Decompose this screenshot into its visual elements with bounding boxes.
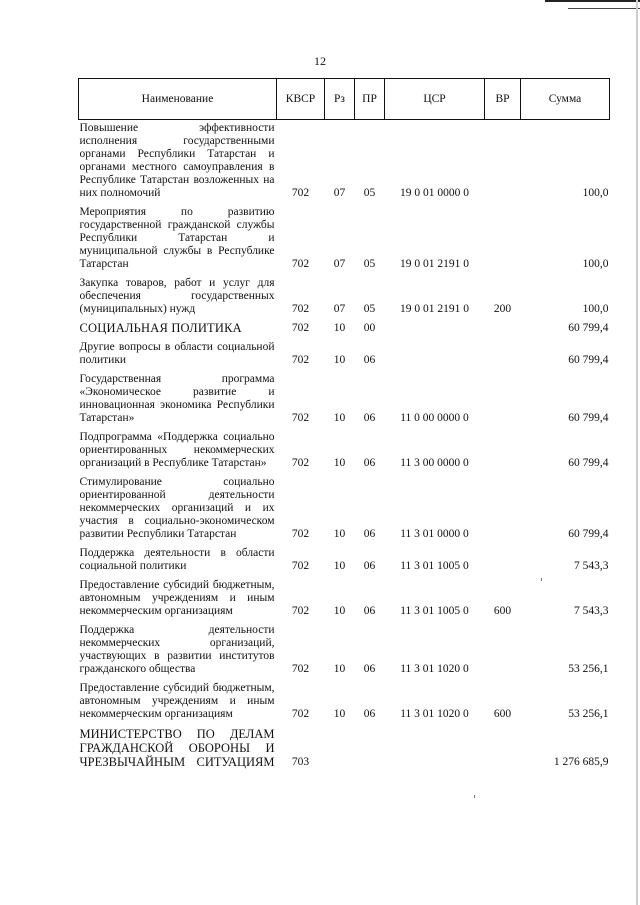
header-name: Наименование xyxy=(79,79,277,120)
cell-pr: 00 xyxy=(363,322,376,334)
cell-kvsr: 702 xyxy=(291,322,310,334)
cell-name: СОЦИАЛЬНАЯ ПОЛИТИКА xyxy=(79,321,242,335)
cell-vr: 600 xyxy=(493,605,512,617)
cell-name: Другие вопросы в области социальной политики xyxy=(79,341,275,366)
cell-sum: 60 799,4 xyxy=(568,354,609,366)
cell-vr: 600 xyxy=(493,708,512,720)
cell-sum: 60 799,4 xyxy=(568,528,609,540)
cell-sum: 100,0 xyxy=(582,303,609,315)
cell-pr: 06 xyxy=(363,528,376,540)
cell-vr xyxy=(485,725,521,773)
cell-kvsr: 703 xyxy=(291,756,310,768)
cell-pr xyxy=(355,725,385,773)
cell-vr xyxy=(485,204,521,275)
cell-name: Мероприятия по развитию государственной гражданской службы Республики Татарстан и муниципальной службы в Республике Татарстан xyxy=(79,206,275,270)
cell-kvsr: 702 xyxy=(291,303,310,315)
cell-rz: 07 xyxy=(333,303,346,315)
scan-speck xyxy=(541,578,542,581)
cell-rz: 10 xyxy=(333,605,346,617)
cell-sum: 100,0 xyxy=(582,187,609,199)
cell-kvsr: 702 xyxy=(291,258,310,270)
cell-pr: 05 xyxy=(363,258,376,270)
cell-sum: 7 543,3 xyxy=(574,560,609,572)
cell-rz: 10 xyxy=(333,708,346,720)
header-csr: ЦСР xyxy=(385,79,485,120)
cell-pr: 05 xyxy=(363,187,376,199)
scan-speck xyxy=(474,795,475,798)
cell-rz: 10 xyxy=(333,322,346,334)
cell-pr: 06 xyxy=(363,412,376,424)
cell-sum: 60 799,4 xyxy=(568,412,609,424)
cell-rz: 07 xyxy=(333,258,346,270)
table-row xyxy=(79,339,610,371)
header-kvsr: КВСР xyxy=(277,79,325,120)
cell-name: Подпрограмма «Поддержка социально ориентированных некоммерческих организаций в Республике Татарстан» xyxy=(79,431,275,469)
cell-sum: 60 799,4 xyxy=(568,457,609,469)
table-row xyxy=(79,680,610,725)
cell-rz xyxy=(325,725,355,773)
cell-name: Поддержка деятельности некоммерческих организаций, участвующих в развитии институтов гражданского общества xyxy=(79,624,275,675)
cell-csr: 19 0 01 2191 0 xyxy=(400,303,469,315)
cell-kvsr: 702 xyxy=(291,457,310,469)
cell-csr xyxy=(385,725,485,773)
cell-sum: 53 256,1 xyxy=(568,708,609,720)
cell-kvsr: 702 xyxy=(291,708,310,720)
budget-table xyxy=(78,78,610,773)
cell-kvsr: 702 xyxy=(291,605,310,617)
table-row xyxy=(79,429,610,474)
cell-rz: 07 xyxy=(333,187,346,199)
cell-csr xyxy=(385,320,485,339)
table-row xyxy=(79,371,610,429)
cell-vr xyxy=(485,545,521,577)
cell-pr: 06 xyxy=(363,708,376,720)
cell-vr xyxy=(485,320,521,339)
cell-rz: 10 xyxy=(333,354,346,366)
table-row xyxy=(79,320,610,339)
cell-sum: 53 256,1 xyxy=(568,663,609,675)
header-pr: ПР xyxy=(355,79,385,120)
cell-name: Государственная программа «Экономическое развитие и инновационная экономика Республики Татарстан» xyxy=(79,373,275,424)
header-vr: ВР xyxy=(485,79,521,120)
cell-vr xyxy=(485,339,521,371)
cell-vr xyxy=(485,474,521,545)
cell-vr xyxy=(485,371,521,429)
cell-kvsr: 702 xyxy=(291,187,310,199)
cell-rz: 10 xyxy=(333,528,346,540)
table-body xyxy=(79,120,610,774)
cell-csr: 11 3 01 0000 0 xyxy=(400,528,469,540)
cell-csr: 19 0 01 0000 0 xyxy=(400,187,469,199)
table-row xyxy=(79,725,610,773)
table-row xyxy=(79,275,610,320)
cell-pr: 06 xyxy=(363,354,376,366)
table-row xyxy=(79,622,610,680)
page-number: 12 xyxy=(314,54,326,68)
cell-name: Предоставление субсидий бюджетным, автономным учреждениям и иным некоммерческим организациям xyxy=(79,579,275,617)
scan-artifact-top-secondary xyxy=(568,8,640,9)
cell-vr: 200 xyxy=(493,303,512,315)
header-sum: Сумма xyxy=(521,79,610,120)
cell-csr: 11 3 00 0000 0 xyxy=(400,457,469,469)
cell-csr xyxy=(385,339,485,371)
table-row xyxy=(79,474,610,545)
cell-rz: 10 xyxy=(333,560,346,572)
cell-pr: 05 xyxy=(363,303,376,315)
cell-name: Поддержка деятельности в области социальной политики xyxy=(79,547,275,572)
cell-csr: 11 3 01 1005 0 xyxy=(400,560,469,572)
cell-name: Предоставление субсидий бюджетным, автономным учреждениям и иным некоммерческим организациям xyxy=(79,682,275,720)
cell-pr: 06 xyxy=(363,560,376,572)
cell-csr: 11 0 00 0000 0 xyxy=(400,412,469,424)
cell-kvsr: 702 xyxy=(291,560,310,572)
table-row xyxy=(79,204,610,275)
cell-sum: 60 799,4 xyxy=(568,322,609,334)
scan-artifact-top xyxy=(545,0,640,2)
table-header-row xyxy=(79,79,610,120)
cell-kvsr: 702 xyxy=(291,663,310,675)
cell-kvsr: 702 xyxy=(291,412,310,424)
cell-vr xyxy=(485,429,521,474)
cell-sum: 1 276 685,9 xyxy=(553,756,609,768)
cell-csr: 11 3 01 1020 0 xyxy=(400,708,469,720)
cell-sum: 100,0 xyxy=(582,258,609,270)
cell-csr: 11 3 01 1020 0 xyxy=(400,663,469,675)
cell-rz: 10 xyxy=(333,663,346,675)
cell-sum: 7 543,3 xyxy=(574,605,609,617)
cell-kvsr: 702 xyxy=(291,528,310,540)
cell-rz: 10 xyxy=(333,412,346,424)
table-row xyxy=(79,577,610,622)
cell-csr: 19 0 01 2191 0 xyxy=(400,258,469,270)
cell-vr xyxy=(485,120,521,205)
cell-kvsr: 702 xyxy=(291,354,310,366)
cell-pr: 06 xyxy=(363,457,376,469)
cell-csr: 11 3 01 1005 0 xyxy=(400,605,469,617)
cell-rz: 10 xyxy=(333,457,346,469)
header-rz: Рз xyxy=(325,79,355,120)
table-row xyxy=(79,120,610,205)
cell-name: МИНИСТЕРСТВО ПО ДЕЛАМ ГРАЖДАНСКОЙ ОБОРОНЫ И ЧРЕЗВЫЧАЙНЫМ СИТУАЦИЯМ xyxy=(79,727,275,769)
cell-name: Закупка товаров, работ и услуг для обеспечения государственных (муниципальных) нужд xyxy=(79,277,275,315)
cell-name: Повышение эффективности исполнения государственными органами Республики Татарстан и органами местного самоуправления в Республике Татарстан возложенных на них полномочий xyxy=(79,122,275,199)
cell-vr xyxy=(485,622,521,680)
table-row xyxy=(79,545,610,577)
cell-pr: 06 xyxy=(363,605,376,617)
cell-pr: 06 xyxy=(363,663,376,675)
scan-artifact-right-edge xyxy=(636,0,638,905)
cell-name: Стимулирование социально ориентированной деятельности некоммерческих организаций и их участия в социально-экономическом развитии Республики Татарстан xyxy=(79,476,275,540)
